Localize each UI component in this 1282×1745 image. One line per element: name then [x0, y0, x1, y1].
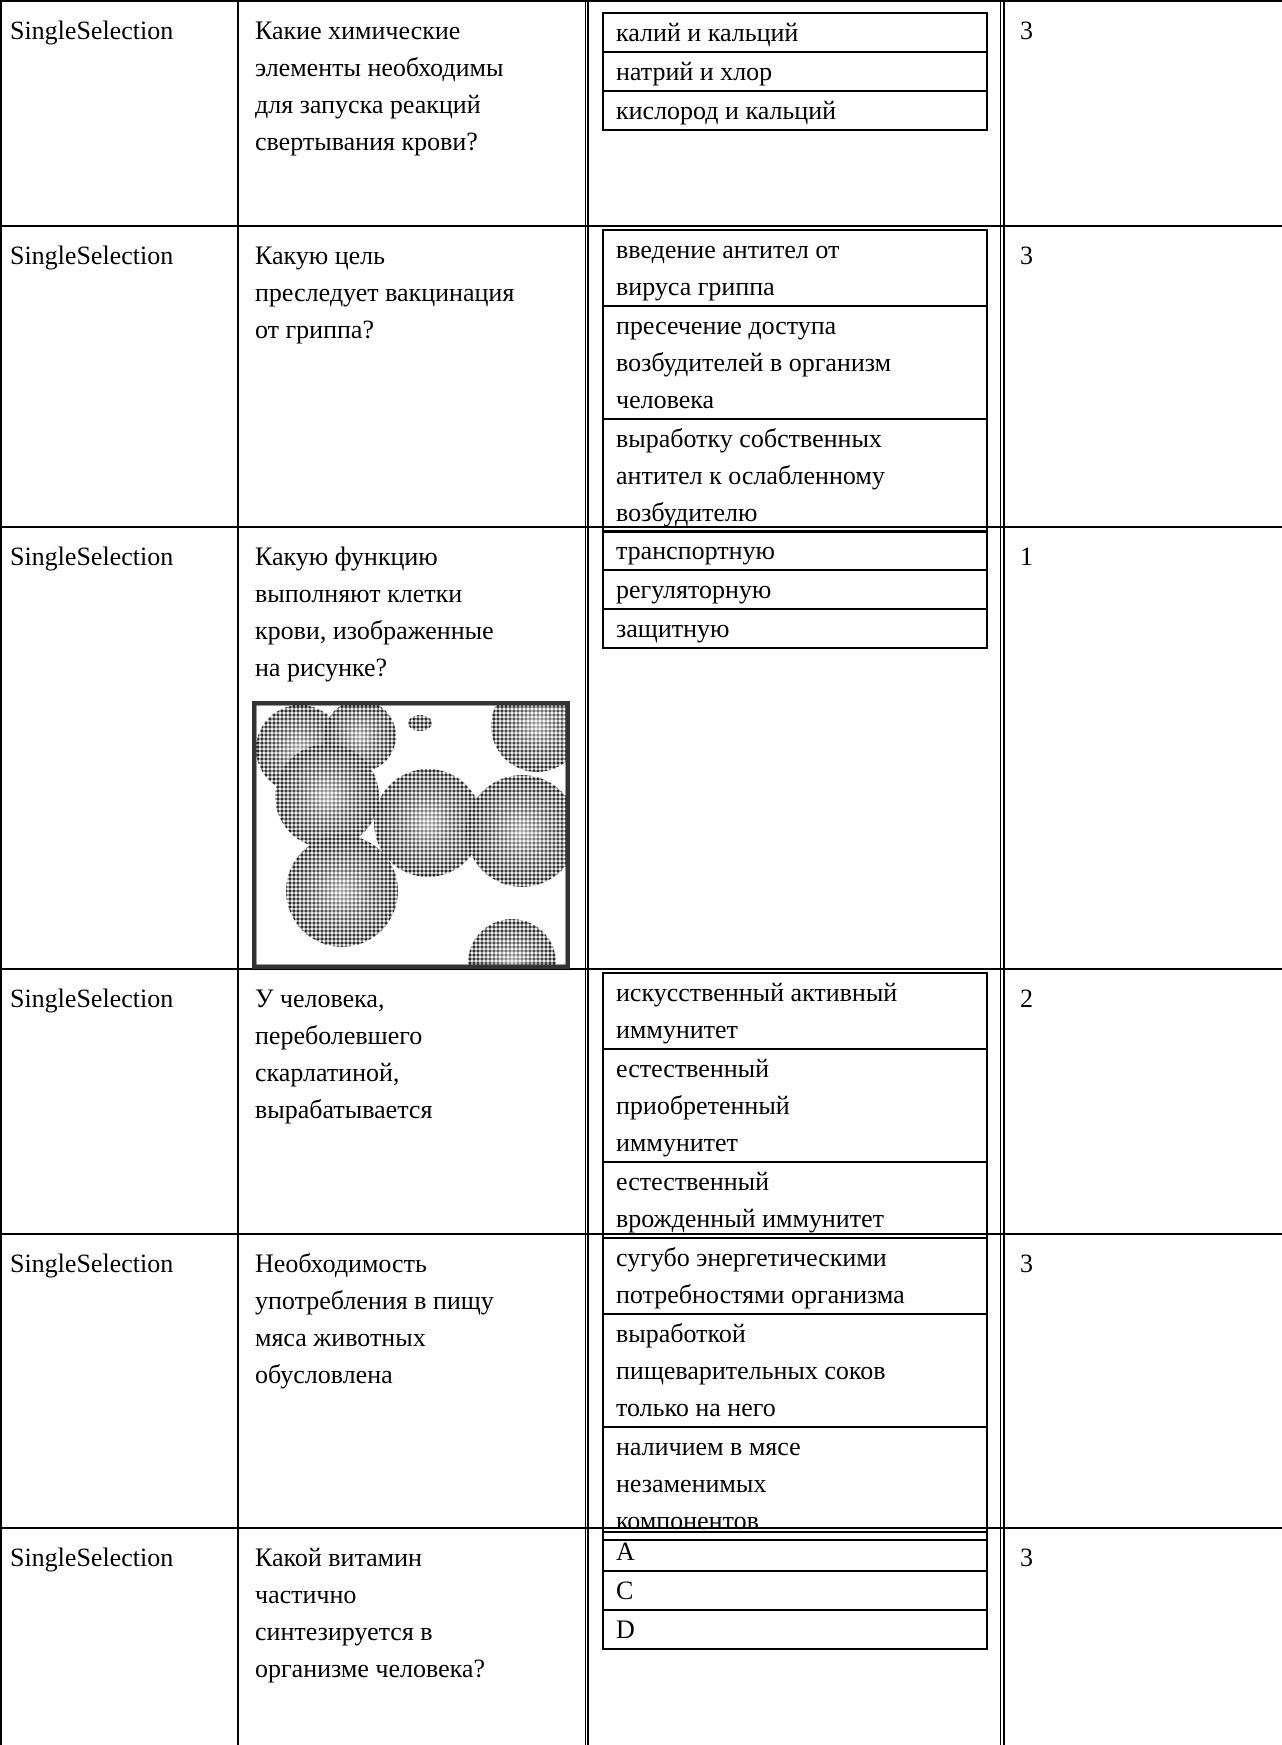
answer-option[interactable]: выработку собственных антител к ослабленному возбудителю — [604, 418, 986, 531]
score-value: 2 — [1020, 984, 1033, 1013]
answer-option[interactable]: натрий и хлор — [604, 51, 986, 90]
table-row — [0, 526, 1282, 968]
table-row — [0, 1527, 1282, 1745]
answer-option[interactable]: естественный приобретенный иммунитет — [604, 1048, 986, 1161]
score-value: 3 — [1020, 16, 1033, 45]
answer-option[interactable]: регуляторную — [604, 569, 986, 608]
blood-cell — [286, 835, 398, 947]
answer-option[interactable]: A — [616, 1537, 635, 1566]
answer-options — [602, 972, 988, 1239]
question-text: Необходимость употребления в пищу мяса животных обусловлена — [255, 1249, 494, 1389]
answer-option[interactable]: транспортную — [616, 536, 775, 565]
question-type: SingleSelection — [10, 1249, 174, 1278]
answer-option[interactable]: выработкой пищеварительных соков только на него — [604, 1313, 986, 1426]
table-row — [0, 968, 1282, 1233]
question-text: Какую цель преследует вакцинация от гриппа? — [255, 241, 515, 344]
answer-option[interactable]: защитную — [604, 608, 986, 647]
answer-option[interactable]: введение антител от вируса гриппа — [616, 235, 840, 301]
score-value: 3 — [1020, 241, 1033, 270]
question-type: SingleSelection — [10, 16, 174, 45]
answer-option[interactable]: D — [604, 1609, 986, 1648]
score-value: 1 — [1020, 542, 1033, 571]
question-type: SingleSelection — [10, 984, 174, 1013]
answer-options — [602, 530, 988, 649]
answer-option[interactable]: кислород и кальций — [604, 90, 986, 129]
question-text: Какие химические элементы необходимы для запуска реакций свертывания крови? — [255, 16, 504, 156]
table-row — [0, 1233, 1282, 1535]
question-text: Какую функцию выполняют клетки крови, изображенные на рисунке? — [255, 542, 494, 682]
table-row — [0, 0, 1282, 225]
question-type: SingleSelection — [10, 542, 174, 571]
answer-option[interactable]: пресечение доступа возбудителей в организм человека — [604, 305, 986, 418]
answer-options — [602, 1531, 988, 1650]
answer-options — [602, 12, 988, 131]
question-text: У человека, переболевшего скарлатиной, вырабатывается — [255, 984, 433, 1124]
answer-option[interactable]: искусственный активный иммунитет — [616, 978, 898, 1044]
question-type: SingleSelection — [10, 241, 174, 270]
blood-cell — [275, 744, 379, 848]
blood-cells-image — [252, 701, 570, 969]
question-text: Какой витамин частично синтезируется в организме человека? — [255, 1543, 486, 1683]
score-value: 3 — [1020, 1543, 1033, 1572]
platelet — [408, 715, 432, 731]
answer-options — [602, 1237, 988, 1541]
question-type: SingleSelection — [10, 1543, 174, 1572]
answer-option[interactable]: C — [604, 1570, 986, 1609]
answer-options — [602, 229, 988, 533]
answer-option[interactable]: калий и кальций — [616, 18, 799, 47]
answer-option[interactable]: сугубо энергетическими потребностями организма — [616, 1243, 905, 1309]
score-value: 3 — [1020, 1249, 1033, 1278]
table-row — [0, 225, 1282, 526]
answer-option[interactable]: естественный врожденный иммунитет — [604, 1161, 986, 1237]
answer-option[interactable]: наличием в мясе незаменимых компонентов — [604, 1426, 986, 1539]
blood-cell — [374, 769, 482, 877]
